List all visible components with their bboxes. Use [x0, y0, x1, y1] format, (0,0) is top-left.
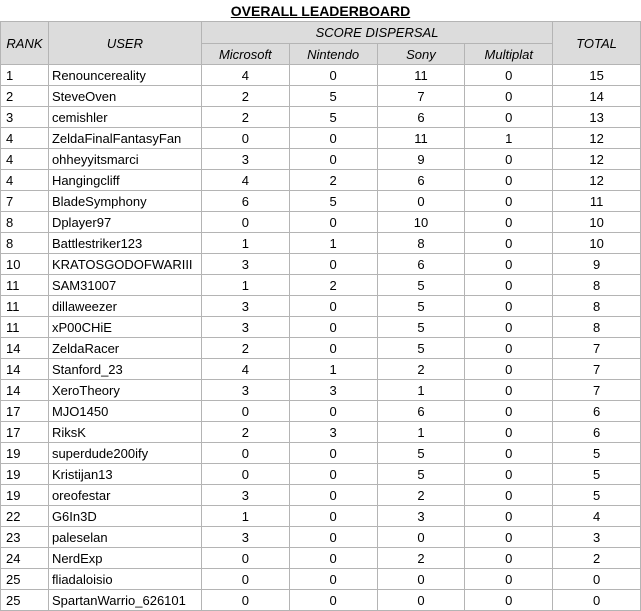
- user-cell: Kristijan13: [48, 464, 201, 485]
- nintendo-score-cell: 0: [289, 485, 377, 506]
- multiplat-score-cell: 0: [465, 233, 553, 254]
- user-cell: G6In3D: [48, 506, 201, 527]
- microsoft-score-cell: 1: [201, 506, 289, 527]
- rank-cell: 10: [1, 254, 49, 275]
- total-score-cell: 14: [553, 86, 641, 107]
- multiplat-score-cell: 0: [465, 422, 553, 443]
- microsoft-score-cell: 1: [201, 275, 289, 296]
- microsoft-score-cell: 0: [201, 212, 289, 233]
- sony-score-cell: 7: [377, 86, 465, 107]
- user-cell: SAM31007: [48, 275, 201, 296]
- sony-score-cell: 3: [377, 506, 465, 527]
- sony-score-cell: 5: [377, 296, 465, 317]
- nintendo-score-cell: 0: [289, 128, 377, 149]
- table-row: [1, 107, 641, 128]
- multiplat-score-cell: 0: [465, 296, 553, 317]
- multiplat-score-cell: 0: [465, 254, 553, 275]
- sony-score-cell: 1: [377, 380, 465, 401]
- microsoft-score-cell: 2: [201, 86, 289, 107]
- microsoft-score-cell: 3: [201, 527, 289, 548]
- table-row: [1, 233, 641, 254]
- user-cell: Stanford_23: [48, 359, 201, 380]
- rank-cell: 7: [1, 191, 49, 212]
- rank-cell: 19: [1, 464, 49, 485]
- total-score-cell: 2: [553, 548, 641, 569]
- user-cell: cemishler: [48, 107, 201, 128]
- header-microsoft: Microsoft: [201, 44, 289, 65]
- nintendo-score-cell: 0: [289, 443, 377, 464]
- multiplat-score-cell: 0: [465, 443, 553, 464]
- microsoft-score-cell: 2: [201, 422, 289, 443]
- user-cell: KRATOSGODOFWARIII: [48, 254, 201, 275]
- user-cell: oreofestar: [48, 485, 201, 506]
- header-total: TOTAL: [553, 22, 641, 65]
- table-row: [1, 569, 641, 590]
- user-cell: ZeldaRacer: [48, 338, 201, 359]
- rank-cell: 19: [1, 443, 49, 464]
- sony-score-cell: 6: [377, 170, 465, 191]
- user-cell: fliadaloisio: [48, 569, 201, 590]
- multiplat-score-cell: 0: [465, 485, 553, 506]
- rank-cell: 8: [1, 233, 49, 254]
- user-cell: dillaweezer: [48, 296, 201, 317]
- table-row: [1, 359, 641, 380]
- total-score-cell: 11: [553, 191, 641, 212]
- user-cell: MJO1450: [48, 401, 201, 422]
- rank-cell: 14: [1, 338, 49, 359]
- microsoft-score-cell: 3: [201, 149, 289, 170]
- sony-score-cell: 5: [377, 338, 465, 359]
- sony-score-cell: 0: [377, 527, 465, 548]
- leaderboard-rows: [1, 65, 641, 611]
- table-row: [1, 548, 641, 569]
- sony-score-cell: 6: [377, 107, 465, 128]
- microsoft-score-cell: 3: [201, 254, 289, 275]
- table-row: [1, 422, 641, 443]
- user-cell: xP00CHiE: [48, 317, 201, 338]
- rank-cell: 11: [1, 296, 49, 317]
- header-multiplat: Multiplat: [465, 44, 553, 65]
- table-row: [1, 485, 641, 506]
- sony-score-cell: 5: [377, 464, 465, 485]
- nintendo-score-cell: 2: [289, 170, 377, 191]
- microsoft-score-cell: 2: [201, 107, 289, 128]
- rank-cell: 2: [1, 86, 49, 107]
- sony-score-cell: 9: [377, 149, 465, 170]
- microsoft-score-cell: 4: [201, 359, 289, 380]
- user-cell: NerdExp: [48, 548, 201, 569]
- microsoft-score-cell: 6: [201, 191, 289, 212]
- rank-cell: 11: [1, 317, 49, 338]
- multiplat-score-cell: 0: [465, 569, 553, 590]
- user-cell: SpartanWarrio_626101: [48, 590, 201, 611]
- header-sony: Sony: [377, 44, 465, 65]
- microsoft-score-cell: 3: [201, 485, 289, 506]
- nintendo-score-cell: 0: [289, 569, 377, 590]
- rank-cell: 25: [1, 569, 49, 590]
- sony-score-cell: 2: [377, 359, 465, 380]
- header-rank: RANK: [1, 22, 49, 65]
- total-score-cell: 6: [553, 401, 641, 422]
- nintendo-score-cell: 0: [289, 296, 377, 317]
- multiplat-score-cell: 1: [465, 128, 553, 149]
- rank-cell: 8: [1, 212, 49, 233]
- microsoft-score-cell: 3: [201, 317, 289, 338]
- nintendo-score-cell: 0: [289, 401, 377, 422]
- sony-score-cell: 0: [377, 569, 465, 590]
- multiplat-score-cell: 0: [465, 401, 553, 422]
- rank-cell: 14: [1, 380, 49, 401]
- user-cell: ZeldaFinalFantasyFan: [48, 128, 201, 149]
- total-score-cell: 9: [553, 254, 641, 275]
- multiplat-score-cell: 0: [465, 527, 553, 548]
- total-score-cell: 13: [553, 107, 641, 128]
- microsoft-score-cell: 0: [201, 128, 289, 149]
- table-row: [1, 338, 641, 359]
- total-score-cell: 5: [553, 464, 641, 485]
- total-score-cell: 12: [553, 128, 641, 149]
- header-nintendo: Nintendo: [289, 44, 377, 65]
- total-score-cell: 6: [553, 422, 641, 443]
- microsoft-score-cell: 0: [201, 548, 289, 569]
- sony-score-cell: 5: [377, 317, 465, 338]
- rank-cell: 4: [1, 170, 49, 191]
- rank-cell: 19: [1, 485, 49, 506]
- multiplat-score-cell: 0: [465, 380, 553, 401]
- microsoft-score-cell: 0: [201, 569, 289, 590]
- microsoft-score-cell: 2: [201, 338, 289, 359]
- multiplat-score-cell: 0: [465, 464, 553, 485]
- total-score-cell: 10: [553, 212, 641, 233]
- rank-cell: 25: [1, 590, 49, 611]
- header-score-dispersal: SCORE DISPERSAL: [201, 22, 552, 44]
- total-score-cell: 5: [553, 485, 641, 506]
- nintendo-score-cell: 5: [289, 191, 377, 212]
- user-cell: Dplayer97: [48, 212, 201, 233]
- microsoft-score-cell: 0: [201, 464, 289, 485]
- nintendo-score-cell: 0: [289, 65, 377, 86]
- nintendo-score-cell: 1: [289, 233, 377, 254]
- microsoft-score-cell: 4: [201, 170, 289, 191]
- microsoft-score-cell: 1: [201, 233, 289, 254]
- total-score-cell: 3: [553, 527, 641, 548]
- nintendo-score-cell: 0: [289, 149, 377, 170]
- total-score-cell: 7: [553, 338, 641, 359]
- rank-cell: 22: [1, 506, 49, 527]
- multiplat-score-cell: 0: [465, 65, 553, 86]
- total-score-cell: 4: [553, 506, 641, 527]
- table-row: [1, 464, 641, 485]
- table-row: [1, 296, 641, 317]
- total-score-cell: 7: [553, 359, 641, 380]
- microsoft-score-cell: 0: [201, 590, 289, 611]
- table-row: [1, 65, 641, 86]
- table-row: [1, 527, 641, 548]
- sony-score-cell: 0: [377, 191, 465, 212]
- rank-cell: 23: [1, 527, 49, 548]
- total-score-cell: 12: [553, 170, 641, 191]
- multiplat-score-cell: 0: [465, 506, 553, 527]
- table-row: [1, 254, 641, 275]
- nintendo-score-cell: 0: [289, 506, 377, 527]
- microsoft-score-cell: 4: [201, 65, 289, 86]
- sony-score-cell: 11: [377, 65, 465, 86]
- user-cell: BladeSymphony: [48, 191, 201, 212]
- total-score-cell: 0: [553, 590, 641, 611]
- sony-score-cell: 5: [377, 275, 465, 296]
- table-row: [1, 191, 641, 212]
- nintendo-score-cell: 0: [289, 590, 377, 611]
- table-row: [1, 401, 641, 422]
- sony-score-cell: 6: [377, 254, 465, 275]
- nintendo-score-cell: 0: [289, 317, 377, 338]
- nintendo-score-cell: 0: [289, 254, 377, 275]
- user-cell: Renouncereality: [48, 65, 201, 86]
- nintendo-score-cell: 0: [289, 548, 377, 569]
- rank-cell: 17: [1, 401, 49, 422]
- multiplat-score-cell: 0: [465, 590, 553, 611]
- total-score-cell: 8: [553, 296, 641, 317]
- rank-cell: 14: [1, 359, 49, 380]
- sony-score-cell: 11: [377, 128, 465, 149]
- user-cell: paleselan: [48, 527, 201, 548]
- multiplat-score-cell: 0: [465, 338, 553, 359]
- multiplat-score-cell: 0: [465, 275, 553, 296]
- table-row: [1, 212, 641, 233]
- sony-score-cell: 0: [377, 590, 465, 611]
- nintendo-score-cell: 0: [289, 338, 377, 359]
- rank-cell: 24: [1, 548, 49, 569]
- user-cell: Hangingcliff: [48, 170, 201, 191]
- sony-score-cell: 2: [377, 548, 465, 569]
- header-user: USER: [48, 22, 201, 65]
- multiplat-score-cell: 0: [465, 359, 553, 380]
- total-score-cell: 8: [553, 317, 641, 338]
- user-cell: superdude200ify: [48, 443, 201, 464]
- rank-cell: 1: [1, 65, 49, 86]
- nintendo-score-cell: 0: [289, 464, 377, 485]
- nintendo-score-cell: 0: [289, 527, 377, 548]
- multiplat-score-cell: 0: [465, 548, 553, 569]
- nintendo-score-cell: 0: [289, 212, 377, 233]
- multiplat-score-cell: 0: [465, 317, 553, 338]
- user-cell: ohheyyitsmarci: [48, 149, 201, 170]
- total-score-cell: 15: [553, 65, 641, 86]
- sony-score-cell: 1: [377, 422, 465, 443]
- microsoft-score-cell: 3: [201, 380, 289, 401]
- table-row: [1, 590, 641, 611]
- nintendo-score-cell: 5: [289, 107, 377, 128]
- user-cell: XeroTheory: [48, 380, 201, 401]
- rank-cell: 17: [1, 422, 49, 443]
- table-row: [1, 506, 641, 527]
- table-row: [1, 149, 641, 170]
- multiplat-score-cell: 0: [465, 86, 553, 107]
- total-score-cell: 12: [553, 149, 641, 170]
- multiplat-score-cell: 0: [465, 170, 553, 191]
- multiplat-score-cell: 0: [465, 191, 553, 212]
- sony-score-cell: 2: [377, 485, 465, 506]
- table-title: OVERALL LEADERBOARD: [230, 2, 411, 19]
- user-cell: SteveOven: [48, 86, 201, 107]
- sony-score-cell: 5: [377, 443, 465, 464]
- nintendo-score-cell: 5: [289, 86, 377, 107]
- microsoft-score-cell: 0: [201, 443, 289, 464]
- sony-score-cell: 8: [377, 233, 465, 254]
- table-row: [1, 170, 641, 191]
- table-row: [1, 128, 641, 149]
- table-row: [1, 275, 641, 296]
- table-row: [1, 443, 641, 464]
- table-row: [1, 317, 641, 338]
- table-row: [1, 86, 641, 107]
- total-score-cell: 10: [553, 233, 641, 254]
- rank-cell: 3: [1, 107, 49, 128]
- multiplat-score-cell: 0: [465, 149, 553, 170]
- microsoft-score-cell: 0: [201, 401, 289, 422]
- table-row: [1, 380, 641, 401]
- rank-cell: 4: [1, 149, 49, 170]
- multiplat-score-cell: 0: [465, 107, 553, 128]
- total-score-cell: 0: [553, 569, 641, 590]
- sony-score-cell: 6: [377, 401, 465, 422]
- user-cell: RiksK: [48, 422, 201, 443]
- nintendo-score-cell: 1: [289, 359, 377, 380]
- rank-cell: 4: [1, 128, 49, 149]
- microsoft-score-cell: 3: [201, 296, 289, 317]
- total-score-cell: 7: [553, 380, 641, 401]
- nintendo-score-cell: 2: [289, 275, 377, 296]
- total-score-cell: 5: [553, 443, 641, 464]
- sony-score-cell: 10: [377, 212, 465, 233]
- total-score-cell: 8: [553, 275, 641, 296]
- nintendo-score-cell: 3: [289, 380, 377, 401]
- nintendo-score-cell: 3: [289, 422, 377, 443]
- multiplat-score-cell: 0: [465, 212, 553, 233]
- user-cell: Battlestriker123: [48, 233, 201, 254]
- rank-cell: 11: [1, 275, 49, 296]
- table-title-cell: [1, 0, 641, 22]
